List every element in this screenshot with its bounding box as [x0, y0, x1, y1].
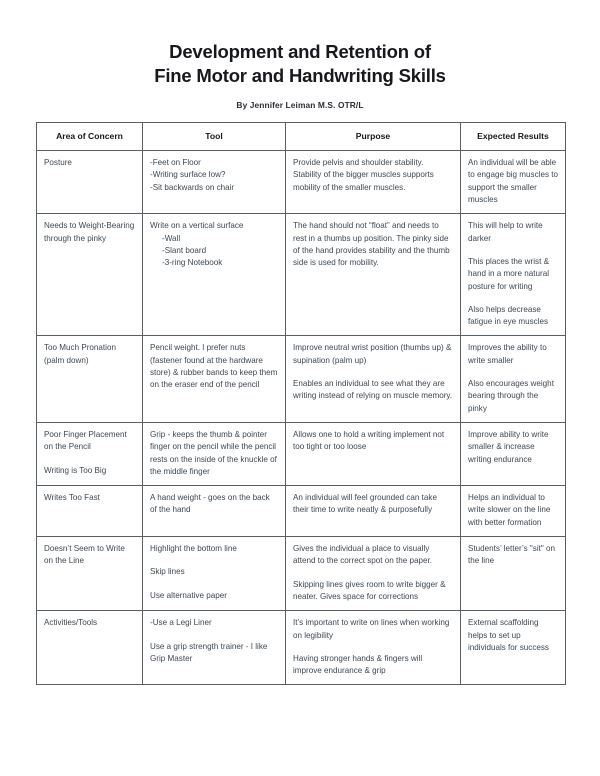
cell-expected-results — [461, 214, 566, 336]
document-header — [0, 0, 600, 110]
cell-paragraph — [150, 342, 278, 391]
cell-expected-results — [461, 611, 566, 685]
cell-text-line: Needs to Weight-Bearing through the pinky — [44, 221, 135, 243]
cell-paragraph — [293, 429, 453, 454]
cell-text-line: Also encourages weight bearing through the pinky — [468, 379, 554, 413]
cell-expected-results — [461, 537, 566, 611]
cell-paragraph — [44, 465, 135, 477]
table-row — [37, 537, 566, 611]
page-title — [40, 40, 560, 87]
page-title-line-1: Development and Retention of — [169, 41, 431, 63]
cell-paragraph — [44, 342, 135, 367]
cell-paragraph — [44, 543, 135, 568]
table-row — [37, 486, 566, 537]
cell-paragraph — [293, 543, 453, 568]
cell-paragraph — [150, 157, 278, 194]
cell-paragraph — [150, 617, 278, 629]
cell-paragraph — [150, 492, 278, 517]
cell-paragraph — [293, 378, 453, 403]
cell-paragraph — [293, 617, 453, 642]
cell-paragraph — [293, 157, 453, 194]
cell-tool — [143, 611, 286, 685]
cell-paragraph — [468, 429, 558, 466]
cell-paragraph — [150, 641, 278, 666]
cell-paragraph — [293, 220, 453, 269]
cell-text-line: Skipping lines gives room to write bigger & neater. Gives space for corrections — [293, 579, 446, 601]
cell-area-of-concern — [37, 611, 143, 685]
cell-paragraph — [150, 429, 278, 478]
cell-text-line: This places the wrist & hand in a more natural posture for writing — [468, 256, 549, 291]
cell-text-line: -Use a Legi Liner — [150, 618, 212, 628]
cell-text-line: Doesn’t Seem to Write on the Line — [44, 544, 125, 566]
cell-text-line: An individual will be able to engage big muscles to support the smaller muscles — [468, 158, 558, 205]
cell-purpose — [286, 214, 461, 336]
cell-text-line: Gives the individual a place to visually attend to the correct spot on the paper. — [293, 544, 433, 566]
cell-text-line: Students’ letter’s "sit" on the line — [468, 544, 556, 566]
cell-text-line: Provide pelvis and shoulder stability. Stability of the bigger muscles supports mobility of the smaller muscles. — [293, 158, 434, 192]
cell-text-line: Helps an individual to write slower on the line with better formation — [468, 493, 551, 527]
table-body — [37, 151, 566, 685]
cell-paragraph — [468, 220, 558, 245]
cell-text-line: This will help to write darker — [468, 221, 543, 243]
cell-text-line: Write on a vertical surface — [150, 221, 244, 231]
cell-purpose — [286, 422, 461, 485]
cell-paragraph — [150, 543, 278, 555]
cell-text-line: Too Much Pronation (palm down) — [44, 343, 116, 365]
table-header-row-group — [37, 123, 566, 151]
table-row — [37, 214, 566, 336]
cell-text-line: Writing is Too Big — [44, 465, 107, 475]
cell-paragraph — [44, 157, 135, 169]
cell-text-line: Use a grip strength trainer - I like Grip Master — [150, 641, 268, 663]
cell-text-line: Improves the ability to write smaller — [468, 343, 547, 365]
cell-text-line: -3-ring Notebook — [162, 258, 223, 268]
cell-text-line: -Wall — [162, 233, 181, 243]
cell-tool — [143, 422, 286, 485]
cell-area-of-concern — [37, 214, 143, 336]
cell-paragraph — [293, 653, 453, 678]
cell-paragraph — [293, 492, 453, 517]
cell-tool — [143, 214, 286, 336]
cell-text-line: Allows one to hold a writing implement not too tight or too loose — [293, 429, 445, 452]
cell-paragraph — [468, 378, 558, 415]
cell-paragraph — [468, 304, 558, 329]
cell-text-line: -Slant board — [162, 245, 207, 255]
cell-text-line: -Writing surface low? — [150, 170, 226, 180]
cell-expected-results — [461, 422, 566, 485]
cell-text-line: -Feet on Floor — [150, 158, 201, 168]
column-header-tool: Tool — [143, 123, 286, 151]
cell-text-line: Also helps decrease fatigue in eye muscles — [468, 304, 549, 327]
cell-area-of-concern — [37, 422, 143, 485]
cell-purpose — [286, 151, 461, 214]
cell-text-line: External scaffolding helps to set up individuals for success — [468, 618, 549, 652]
cell-area-of-concern — [37, 486, 143, 537]
author-byline: By Jennifer Leiman M.S. OTR/L — [236, 100, 364, 111]
cell-text-line: Skip lines — [150, 567, 185, 577]
cell-paragraph — [150, 566, 278, 578]
table-row — [37, 336, 566, 422]
cell-text-line: Activities/Tools — [44, 618, 98, 628]
cell-tool — [143, 151, 286, 214]
table-header-row — [37, 123, 566, 151]
cell-purpose — [286, 486, 461, 537]
page-title-line-2: Fine Motor and Handwriting Skills — [154, 65, 446, 87]
cell-text-line: Writes Too Fast — [44, 493, 100, 503]
column-header-purpose: Purpose — [286, 123, 461, 151]
cell-area-of-concern — [37, 336, 143, 422]
cell-paragraph — [468, 492, 558, 529]
cell-text-line: Having stronger hands & fingers will improve endurance & grip — [293, 653, 423, 676]
cell-paragraph — [468, 342, 558, 367]
cell-text-line: Highlight the bottom line — [150, 544, 237, 554]
cell-purpose — [286, 537, 461, 611]
matrix-table-container — [36, 122, 565, 685]
cell-area-of-concern — [37, 151, 143, 214]
cell-paragraph — [468, 543, 558, 568]
cell-text-line: Use alternative paper — [150, 590, 227, 600]
cell-text-line: An individual will feel grounded can take their time to write neatly & purposefully — [293, 493, 437, 515]
cell-text-line: Pencil weight. I prefer nuts (fastener found at the hardware store) & rubber bands to keep them on the eraser end of the pencil — [150, 343, 278, 390]
cell-paragraph — [293, 342, 453, 367]
cell-paragraph — [44, 492, 135, 504]
table-row — [37, 422, 566, 485]
cell-purpose — [286, 336, 461, 422]
concerns-table — [36, 122, 566, 685]
column-header-expected-results: Expected Results — [461, 123, 566, 151]
cell-paragraph — [468, 157, 558, 206]
cell-text-line: Posture — [44, 158, 72, 168]
cell-text-line: -Sit backwards on chair — [150, 182, 235, 192]
cell-paragraph — [44, 429, 135, 454]
table-row — [37, 151, 566, 214]
cell-tool — [143, 486, 286, 537]
cell-paragraph — [468, 256, 558, 293]
cell-text-line: The hand should not “float” and needs to rest in a thumbs up position. The pinky side of the hand provides stability and the thumb side is used for mobility. — [293, 221, 450, 268]
cell-text-line: Poor Finger Placement on the Pencil — [44, 429, 127, 452]
cell-paragraph — [293, 579, 453, 604]
cell-text-line: It’s important to write on lines when working on legibility — [293, 618, 450, 640]
cell-paragraph — [468, 617, 558, 654]
cell-text-line: Grip - keeps the thumb & pointer finger on the pencil while the pencil rests on the inside of the knuckle of the middle finger — [150, 429, 277, 476]
cell-paragraph — [150, 220, 278, 232]
cell-paragraph — [150, 590, 278, 602]
cell-tool — [143, 336, 286, 422]
cell-paragraph — [44, 220, 135, 245]
cell-expected-results — [461, 151, 566, 214]
cell-text-line: Enables an individual to see what they are writing instead of relying on muscle memory. — [293, 379, 453, 401]
cell-text-line: Improve neutral wrist position (thumbs up) & supination (palm up) — [293, 343, 452, 365]
cell-area-of-concern — [37, 537, 143, 611]
column-header-area-of-concern: Area of Concern — [37, 123, 143, 151]
cell-expected-results — [461, 486, 566, 537]
cell-purpose — [286, 611, 461, 685]
cell-paragraph — [150, 233, 278, 270]
cell-paragraph — [44, 617, 135, 629]
cell-expected-results — [461, 336, 566, 422]
table-row — [37, 611, 566, 685]
cell-text-line: A hand weight - goes on the back of the hand — [150, 493, 270, 515]
cell-tool — [143, 537, 286, 611]
cell-text-line: Improve ability to write smaller & increase writing endurance — [468, 429, 549, 464]
